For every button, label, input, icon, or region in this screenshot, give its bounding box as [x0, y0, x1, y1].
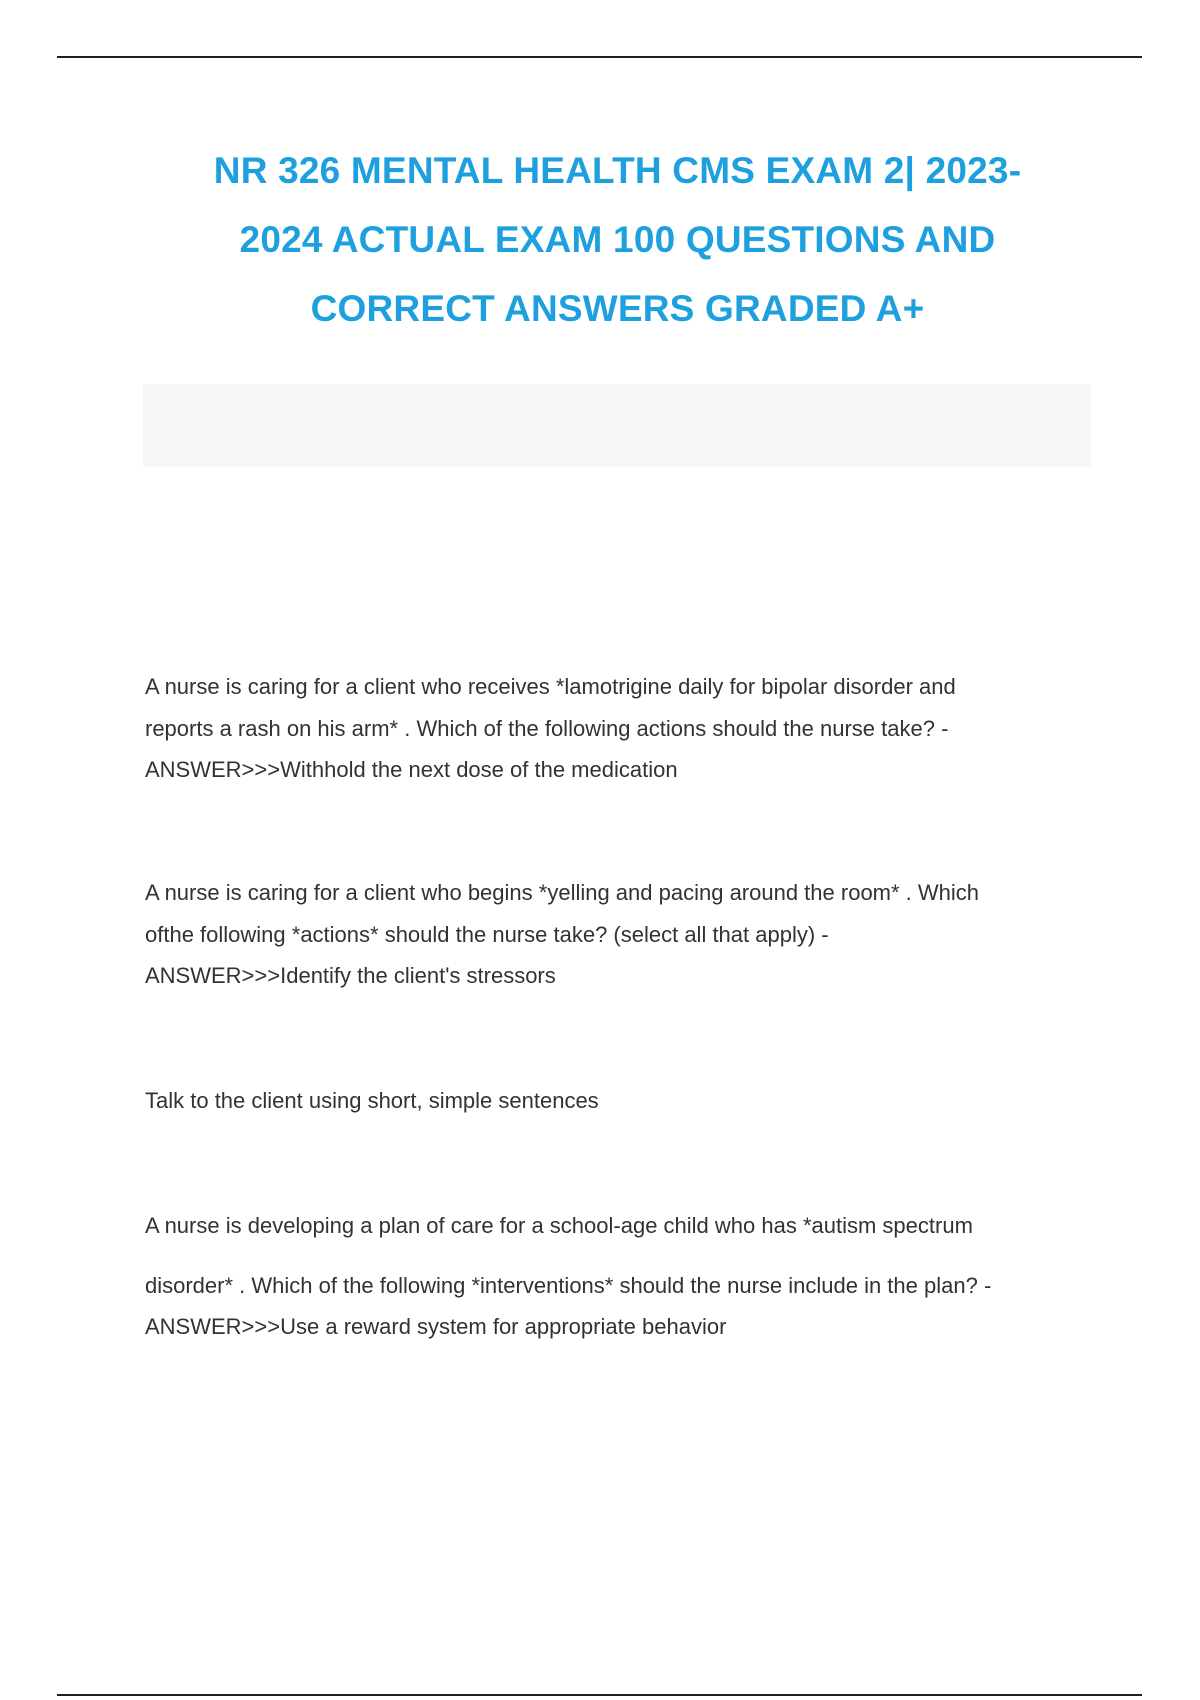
title-line: NR 326 MENTAL HEALTH CMS EXAM 2| 2023-	[213, 150, 1022, 191]
title-line: CORRECT ANSWERS GRADED A+	[310, 288, 925, 329]
question-text: disorder* . Which of the following *interventions* should the nurse include in the plan? -	[145, 1272, 992, 1298]
question-block	[145, 666, 1085, 791]
bottom-rule	[57, 1694, 1142, 1696]
answer-text: Talk to the client using short, simple sentences	[145, 1088, 599, 1113]
question-text: ofthe following *actions* should the nurse take? (select all that apply) -	[145, 921, 829, 947]
answer-block	[145, 1080, 1085, 1122]
answer-text: ANSWER>>>Use a reward system for appropriate behavior	[145, 1314, 727, 1339]
document-title	[150, 136, 1085, 343]
question-text: A nurse is caring for a client who begins *yelling and pacing around the room* . Which	[145, 880, 980, 905]
answer-text: ANSWER>>>Identify the client's stressors	[145, 963, 556, 988]
blank-banner	[143, 384, 1091, 467]
question-text: A nurse is developing a plan of care for a school-age child who has *autism spectrum	[145, 1213, 973, 1238]
question-block	[145, 872, 1085, 997]
title-line: 2024 ACTUAL EXAM 100 QUESTIONS AND	[239, 219, 996, 260]
question-block	[145, 1205, 1085, 1348]
top-rule	[57, 56, 1142, 58]
question-text: reports a rash on his arm* . Which of the following actions should the nurse take? -	[145, 715, 949, 741]
question-text: A nurse is caring for a client who receives *lamotrigine daily for bipolar disorder and	[145, 674, 956, 699]
answer-text: ANSWER>>>Withhold the next dose of the medication	[145, 757, 678, 782]
